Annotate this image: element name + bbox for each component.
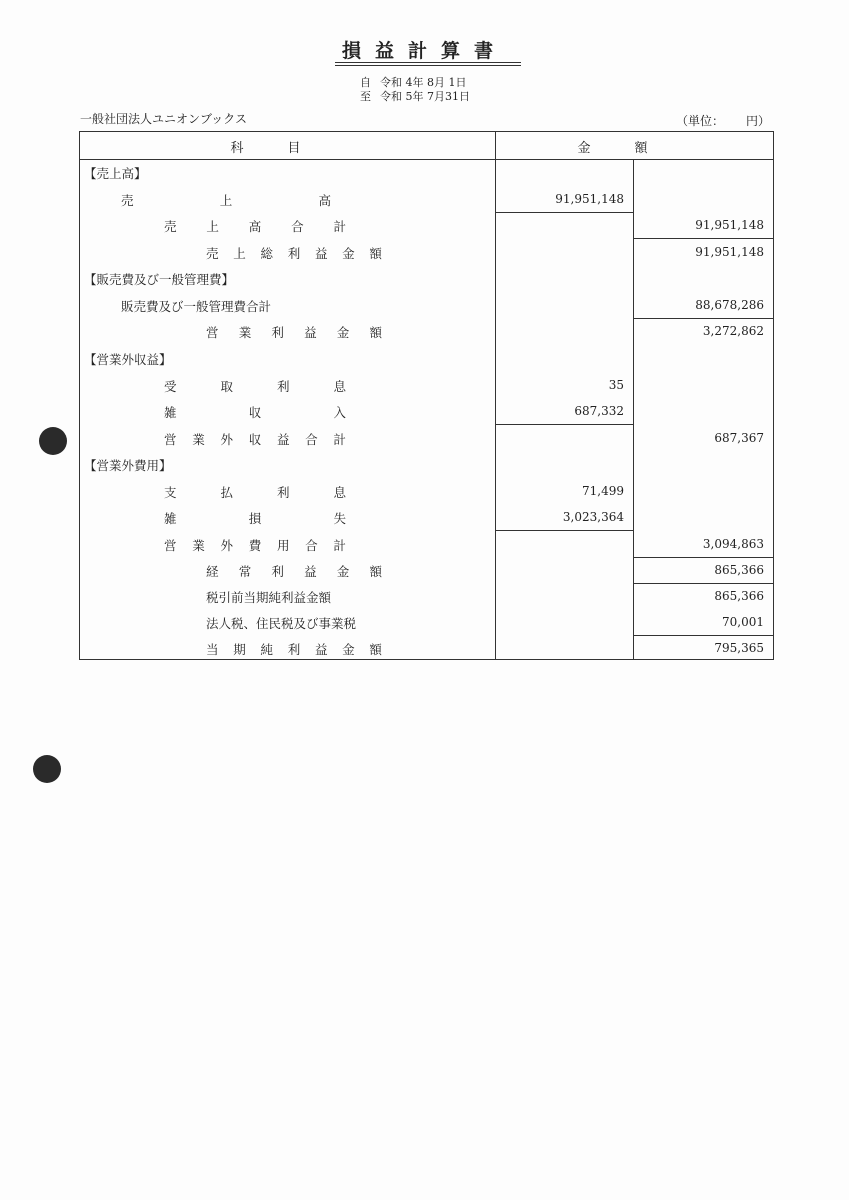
- label-char: 純: [260, 642, 273, 657]
- row-label: [164, 509, 346, 527]
- unit-prefix: （単位：: [676, 114, 725, 128]
- table-row: [80, 292, 773, 318]
- table-row: [80, 186, 773, 212]
- label-char: 息: [333, 379, 346, 394]
- label-char: 営: [164, 432, 177, 447]
- label-char: 上: [219, 193, 233, 208]
- label-char: 総: [260, 246, 273, 261]
- detail-amount: 687,332: [574, 404, 624, 418]
- table-header: [80, 132, 773, 160]
- table-row: [80, 265, 773, 291]
- label-char: 売: [121, 193, 134, 208]
- section-heading: 【販売費及び一般管理費】: [84, 272, 235, 287]
- label-char: 雑: [164, 405, 177, 420]
- total-amount: 88,678,286: [695, 298, 764, 312]
- label-char: 益: [314, 246, 328, 261]
- label-char: 益: [276, 432, 290, 447]
- label-char: 合: [305, 538, 318, 553]
- binder-hole-icon: [33, 755, 61, 783]
- label-char: 益: [314, 642, 328, 657]
- row-label: [164, 403, 346, 421]
- row-label: [164, 483, 346, 501]
- label-char: 期: [233, 642, 246, 657]
- label-char: 利: [271, 564, 284, 579]
- row-label: 税引前当期純利益金額: [206, 590, 332, 605]
- label-char: 雑: [164, 511, 177, 526]
- period-to-date: 令和 5年 7月31日: [380, 90, 470, 103]
- label-char: 合: [291, 219, 304, 234]
- total-amount: 91,951,148: [695, 245, 764, 259]
- label-char: 息: [333, 485, 346, 500]
- label-char: 外: [220, 538, 233, 553]
- label-char: 当: [206, 642, 219, 657]
- label-char: 上: [206, 219, 219, 234]
- total-amount: 3,094,863: [702, 537, 764, 551]
- detail-amount: 91,951,148: [555, 192, 624, 206]
- table-row: [80, 451, 773, 477]
- label-char: 額: [369, 564, 382, 579]
- label-char: 経: [206, 564, 219, 579]
- row-label: [206, 323, 382, 341]
- row-label: [164, 430, 346, 448]
- total-amount: 795,365: [714, 641, 764, 655]
- document-title: 損益計算書: [341, 40, 507, 62]
- label-char: 支: [164, 485, 177, 500]
- table-row: [80, 557, 773, 583]
- header-subject: 科目: [230, 141, 345, 156]
- label-char: 利: [276, 485, 290, 500]
- label-char: 額: [369, 642, 382, 657]
- table-row: [80, 583, 773, 609]
- label-char: 高: [318, 193, 331, 208]
- section-heading: 【営業外費用】: [84, 458, 172, 473]
- detail-amount: 71,499: [582, 484, 624, 498]
- table-row: [80, 398, 773, 424]
- label-char: 業: [192, 538, 205, 553]
- table-row: [80, 318, 773, 344]
- binder-hole-icon: [39, 427, 67, 455]
- label-char: 払: [220, 485, 233, 500]
- header-amount: 金額: [577, 141, 692, 156]
- label-char: 益: [304, 325, 317, 340]
- title-underline: [335, 62, 521, 63]
- label-char: 業: [192, 432, 205, 447]
- label-char: 受: [164, 379, 177, 394]
- table-row: [80, 531, 773, 557]
- table-row: [80, 159, 773, 185]
- label-char: 金: [342, 642, 355, 657]
- company-name: 一般社団法人ユニオンブックス: [80, 112, 248, 126]
- label-char: 金: [336, 325, 350, 340]
- period-to-label: 至: [360, 90, 371, 103]
- period-from-date: 令和 4年 8月 1日: [380, 76, 467, 89]
- table-row: [80, 609, 773, 635]
- label-char: 外: [220, 432, 233, 447]
- label-char: 金: [342, 246, 355, 261]
- table-row: [80, 635, 773, 661]
- total-amount: 865,366: [714, 563, 764, 577]
- table-row: [80, 478, 773, 504]
- total-amount: 3,272,862: [702, 324, 764, 338]
- income-statement-table: [79, 131, 774, 660]
- label-char: 売: [164, 219, 177, 234]
- label-char: 収: [248, 432, 262, 447]
- label-char: 損: [248, 511, 262, 526]
- label-char: 高: [248, 219, 262, 234]
- label-char: 利: [287, 642, 301, 657]
- total-amount: 91,951,148: [695, 218, 764, 232]
- unit-suffix: 円）: [746, 114, 771, 128]
- row-label: 販売費及び一般管理費合計: [121, 299, 272, 314]
- label-char: 額: [369, 246, 382, 261]
- total-amount: 865,366: [714, 589, 764, 603]
- table-row: [80, 345, 773, 371]
- section-heading: 【売上高】: [84, 166, 147, 181]
- label-char: 金: [336, 564, 350, 579]
- label-char: 計: [333, 538, 346, 553]
- title-underline-double: [335, 65, 521, 66]
- currency-unit: [676, 112, 770, 129]
- label-char: 売: [206, 246, 219, 261]
- label-char: 収: [248, 405, 262, 420]
- detail-amount: 35: [608, 378, 624, 392]
- label-char: 常: [238, 564, 252, 579]
- label-char: 営: [206, 325, 219, 340]
- table-row: [80, 425, 773, 451]
- row-label: [164, 377, 346, 395]
- label-char: 費: [248, 538, 262, 553]
- table-row: [80, 372, 773, 398]
- label-char: 計: [333, 432, 346, 447]
- row-label: [206, 562, 382, 580]
- row-label: [206, 244, 382, 262]
- table-row: [80, 239, 773, 265]
- label-char: 合: [305, 432, 318, 447]
- table-row: [80, 504, 773, 530]
- fiscal-period: [360, 76, 470, 104]
- label-char: 利: [271, 325, 284, 340]
- detail-amount: 3,023,364: [562, 510, 624, 524]
- row-label: 法人税、住民税及び事業税: [206, 616, 357, 631]
- row-label: [164, 217, 346, 235]
- row-label: [206, 640, 382, 658]
- row-label: [164, 536, 346, 554]
- label-char: 失: [333, 511, 346, 526]
- table-row: [80, 212, 773, 238]
- row-label: [121, 191, 331, 209]
- label-char: 業: [238, 325, 252, 340]
- period-from-label: 自: [360, 76, 371, 89]
- total-amount: 70,001: [722, 615, 764, 629]
- label-char: 用: [276, 538, 290, 553]
- total-amount: 687,367: [714, 431, 764, 445]
- label-char: 入: [333, 405, 346, 420]
- label-char: 営: [164, 538, 177, 553]
- section-heading: 【営業外収益】: [84, 352, 172, 367]
- label-char: 利: [287, 246, 301, 261]
- label-char: 上: [233, 246, 246, 261]
- label-char: 益: [304, 564, 317, 579]
- label-char: 額: [369, 325, 382, 340]
- label-char: 計: [333, 219, 346, 234]
- label-char: 利: [276, 379, 290, 394]
- label-char: 取: [220, 379, 233, 394]
